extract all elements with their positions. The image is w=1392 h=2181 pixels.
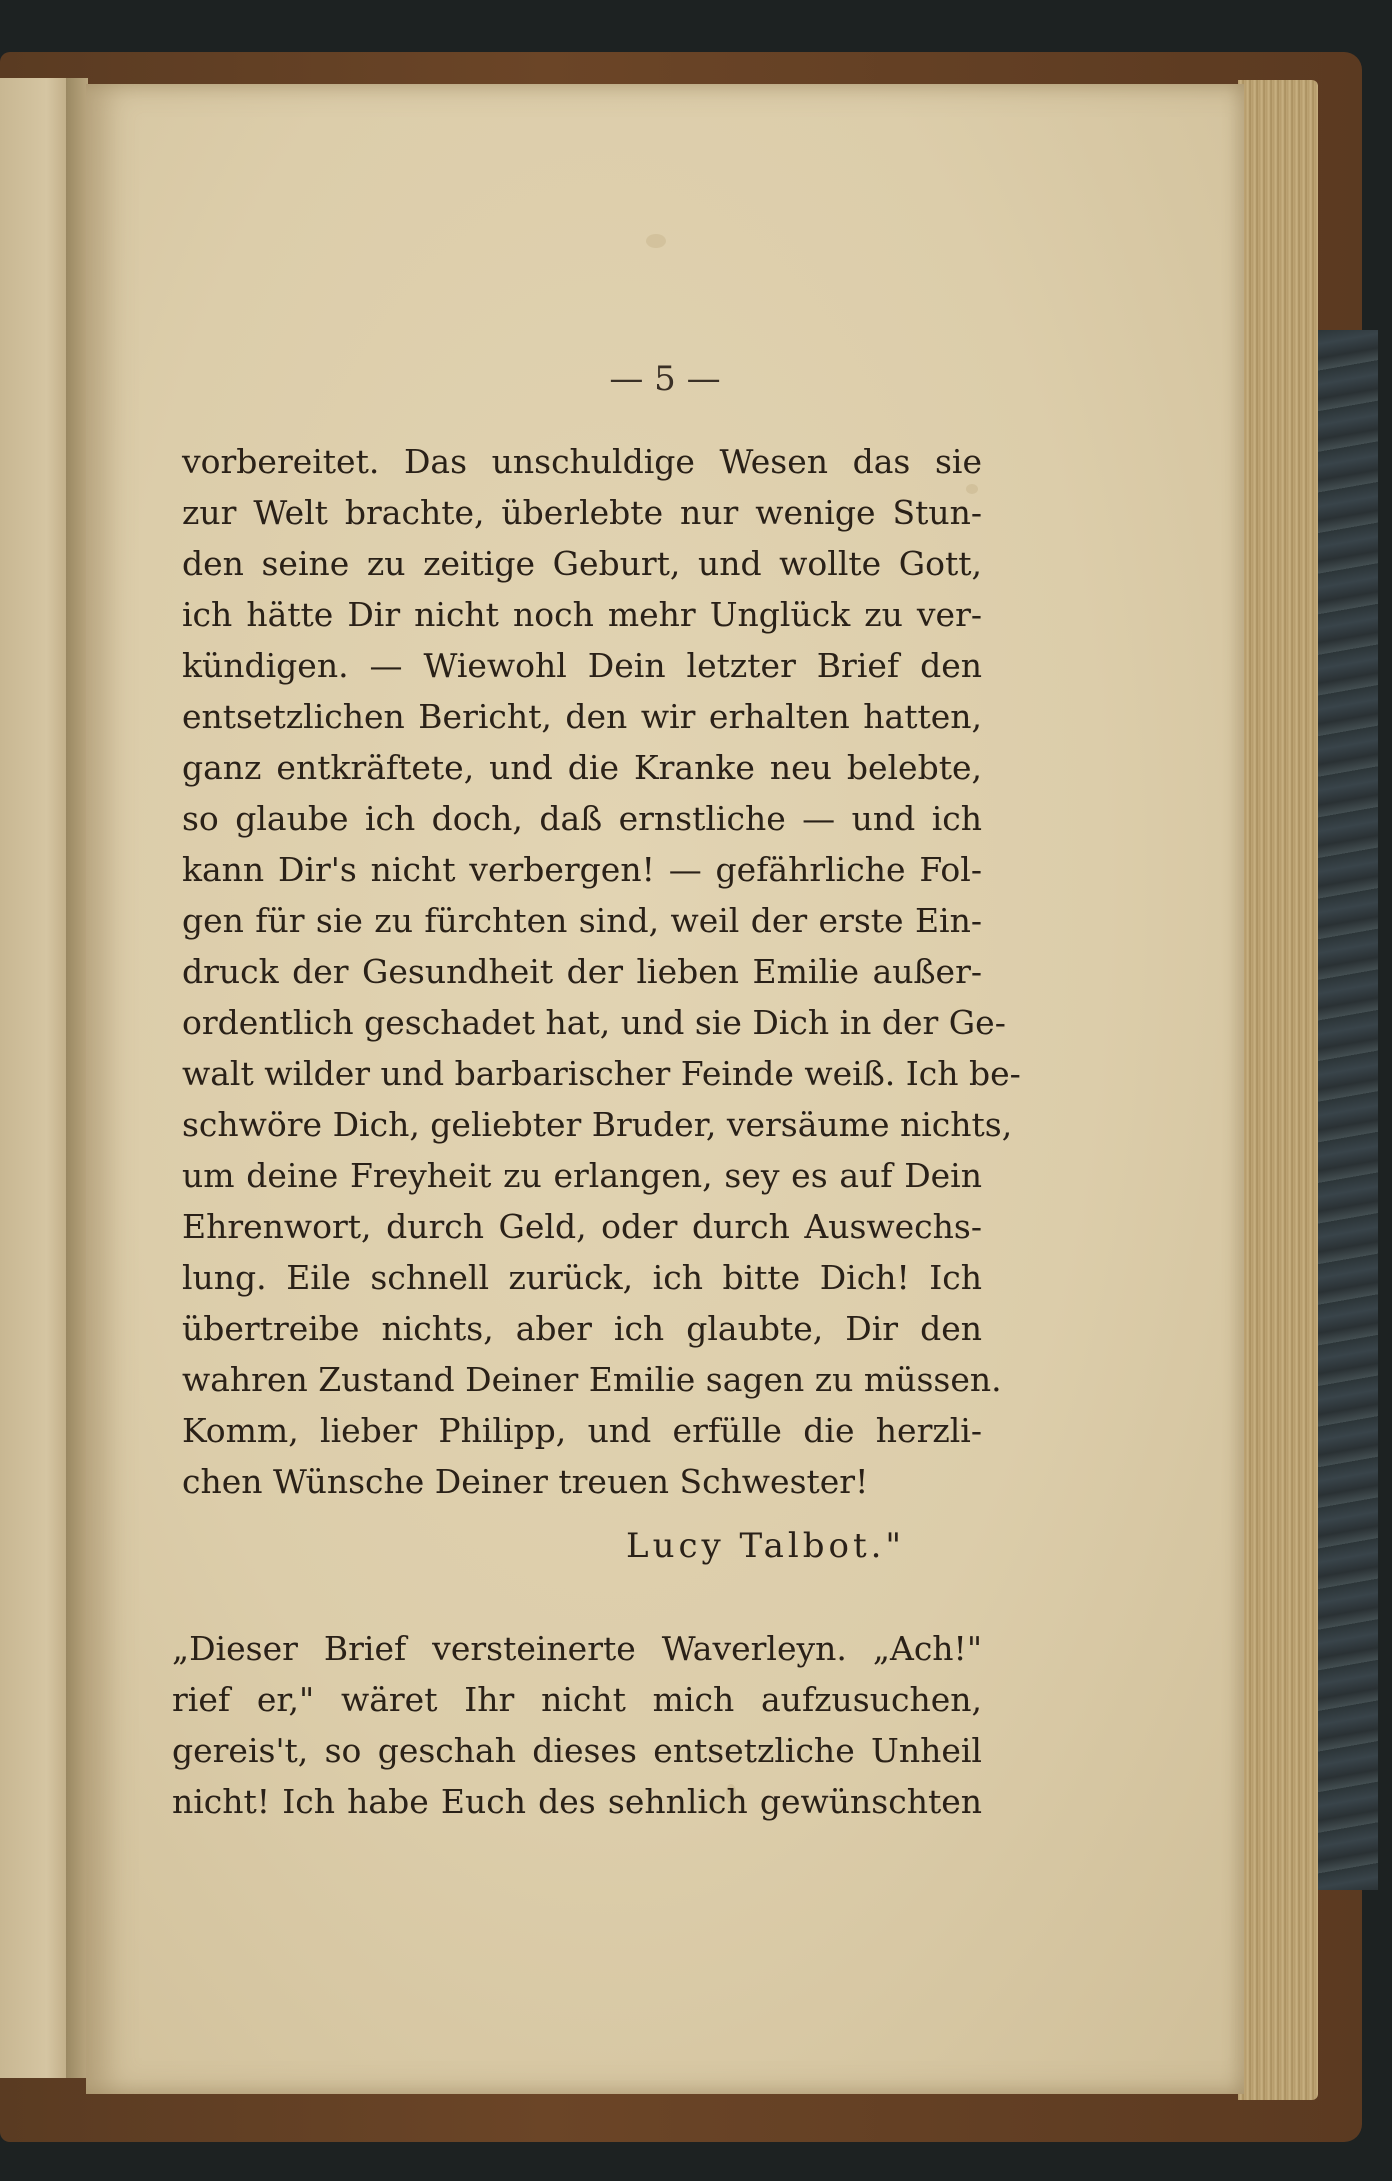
book-page — [86, 84, 1244, 2094]
text-line: kündigen. — Wiewohl Dein letzter Brief den — [182, 646, 982, 685]
text-line: um deine Freyheit zu erlangen, sey es auf Dein — [182, 1156, 982, 1195]
text-line: ganz entkräftete, und die Kranke neu belebte, — [182, 748, 982, 787]
page-number: — 5 — — [609, 359, 721, 399]
text-line: chen Wünsche Deiner treuen Schwester! — [182, 1462, 869, 1501]
text-line: Ehrenwort, durch Geld, oder durch Auswechs- — [182, 1207, 982, 1246]
text-line: druck der Gesundheit der lieben Emilie außer- — [182, 952, 982, 991]
text-line: schwöre Dich, geliebter Bruder, versäume nichts, — [182, 1105, 1013, 1144]
paper-stain — [646, 234, 666, 248]
page-edges — [1238, 80, 1318, 2100]
text-line: den seine zu zeitige Geburt, und wollte Gott, — [182, 544, 982, 583]
text-line: lung. Eile schnell zurück, ich bitte Dich! Ich — [182, 1258, 982, 1297]
book-gutter — [66, 78, 88, 2078]
marbled-cover-edge — [1318, 330, 1378, 1890]
text-line: ich hätte Dir nicht noch mehr Unglück zu ver- — [182, 595, 982, 634]
text-line: ordentlich geschadet hat, und sie Dich in der Ge- — [182, 1003, 1006, 1042]
text-line: gen für sie zu fürchten sind, weil der erste Ein- — [182, 901, 982, 940]
text-line: vorbereitet. Das unschuldige Wesen das sie — [182, 442, 982, 481]
text-line: „Dieser Brief versteinerte Waverleyn. „Ach!" — [172, 1629, 982, 1668]
text-line: wahren Zustand Deiner Emilie sagen zu müssen. — [182, 1360, 1002, 1399]
text-line: übertreibe nichts, aber ich glaubte, Dir den — [182, 1309, 982, 1348]
text-line: walt wilder und barbarischer Feinde weiß. Ich be- — [182, 1054, 1021, 1093]
letter-signature: Lucy Talbot." — [626, 1526, 906, 1566]
text-line: entsetzlichen Bericht, den wir erhalten hatten, — [182, 697, 982, 736]
text-line: nicht! Ich habe Euch des sehnlich gewünschten — [172, 1782, 982, 1821]
text-line: kann Dir's nicht verbergen! — gefährliche Fol- — [182, 850, 982, 889]
text-line: so glaube ich doch, daß ernstliche — und ich — [182, 799, 982, 838]
text-line: gereis't, so geschah dieses entsetzliche Unheil — [172, 1731, 982, 1770]
text-line: zur Welt brachte, überlebte nur wenige Stun- — [182, 493, 982, 532]
text-line: rief er," wäret Ihr nicht mich aufzusuchen, — [172, 1680, 982, 1719]
text-line: Komm, lieber Philipp, und erfülle die herzli- — [182, 1411, 982, 1450]
